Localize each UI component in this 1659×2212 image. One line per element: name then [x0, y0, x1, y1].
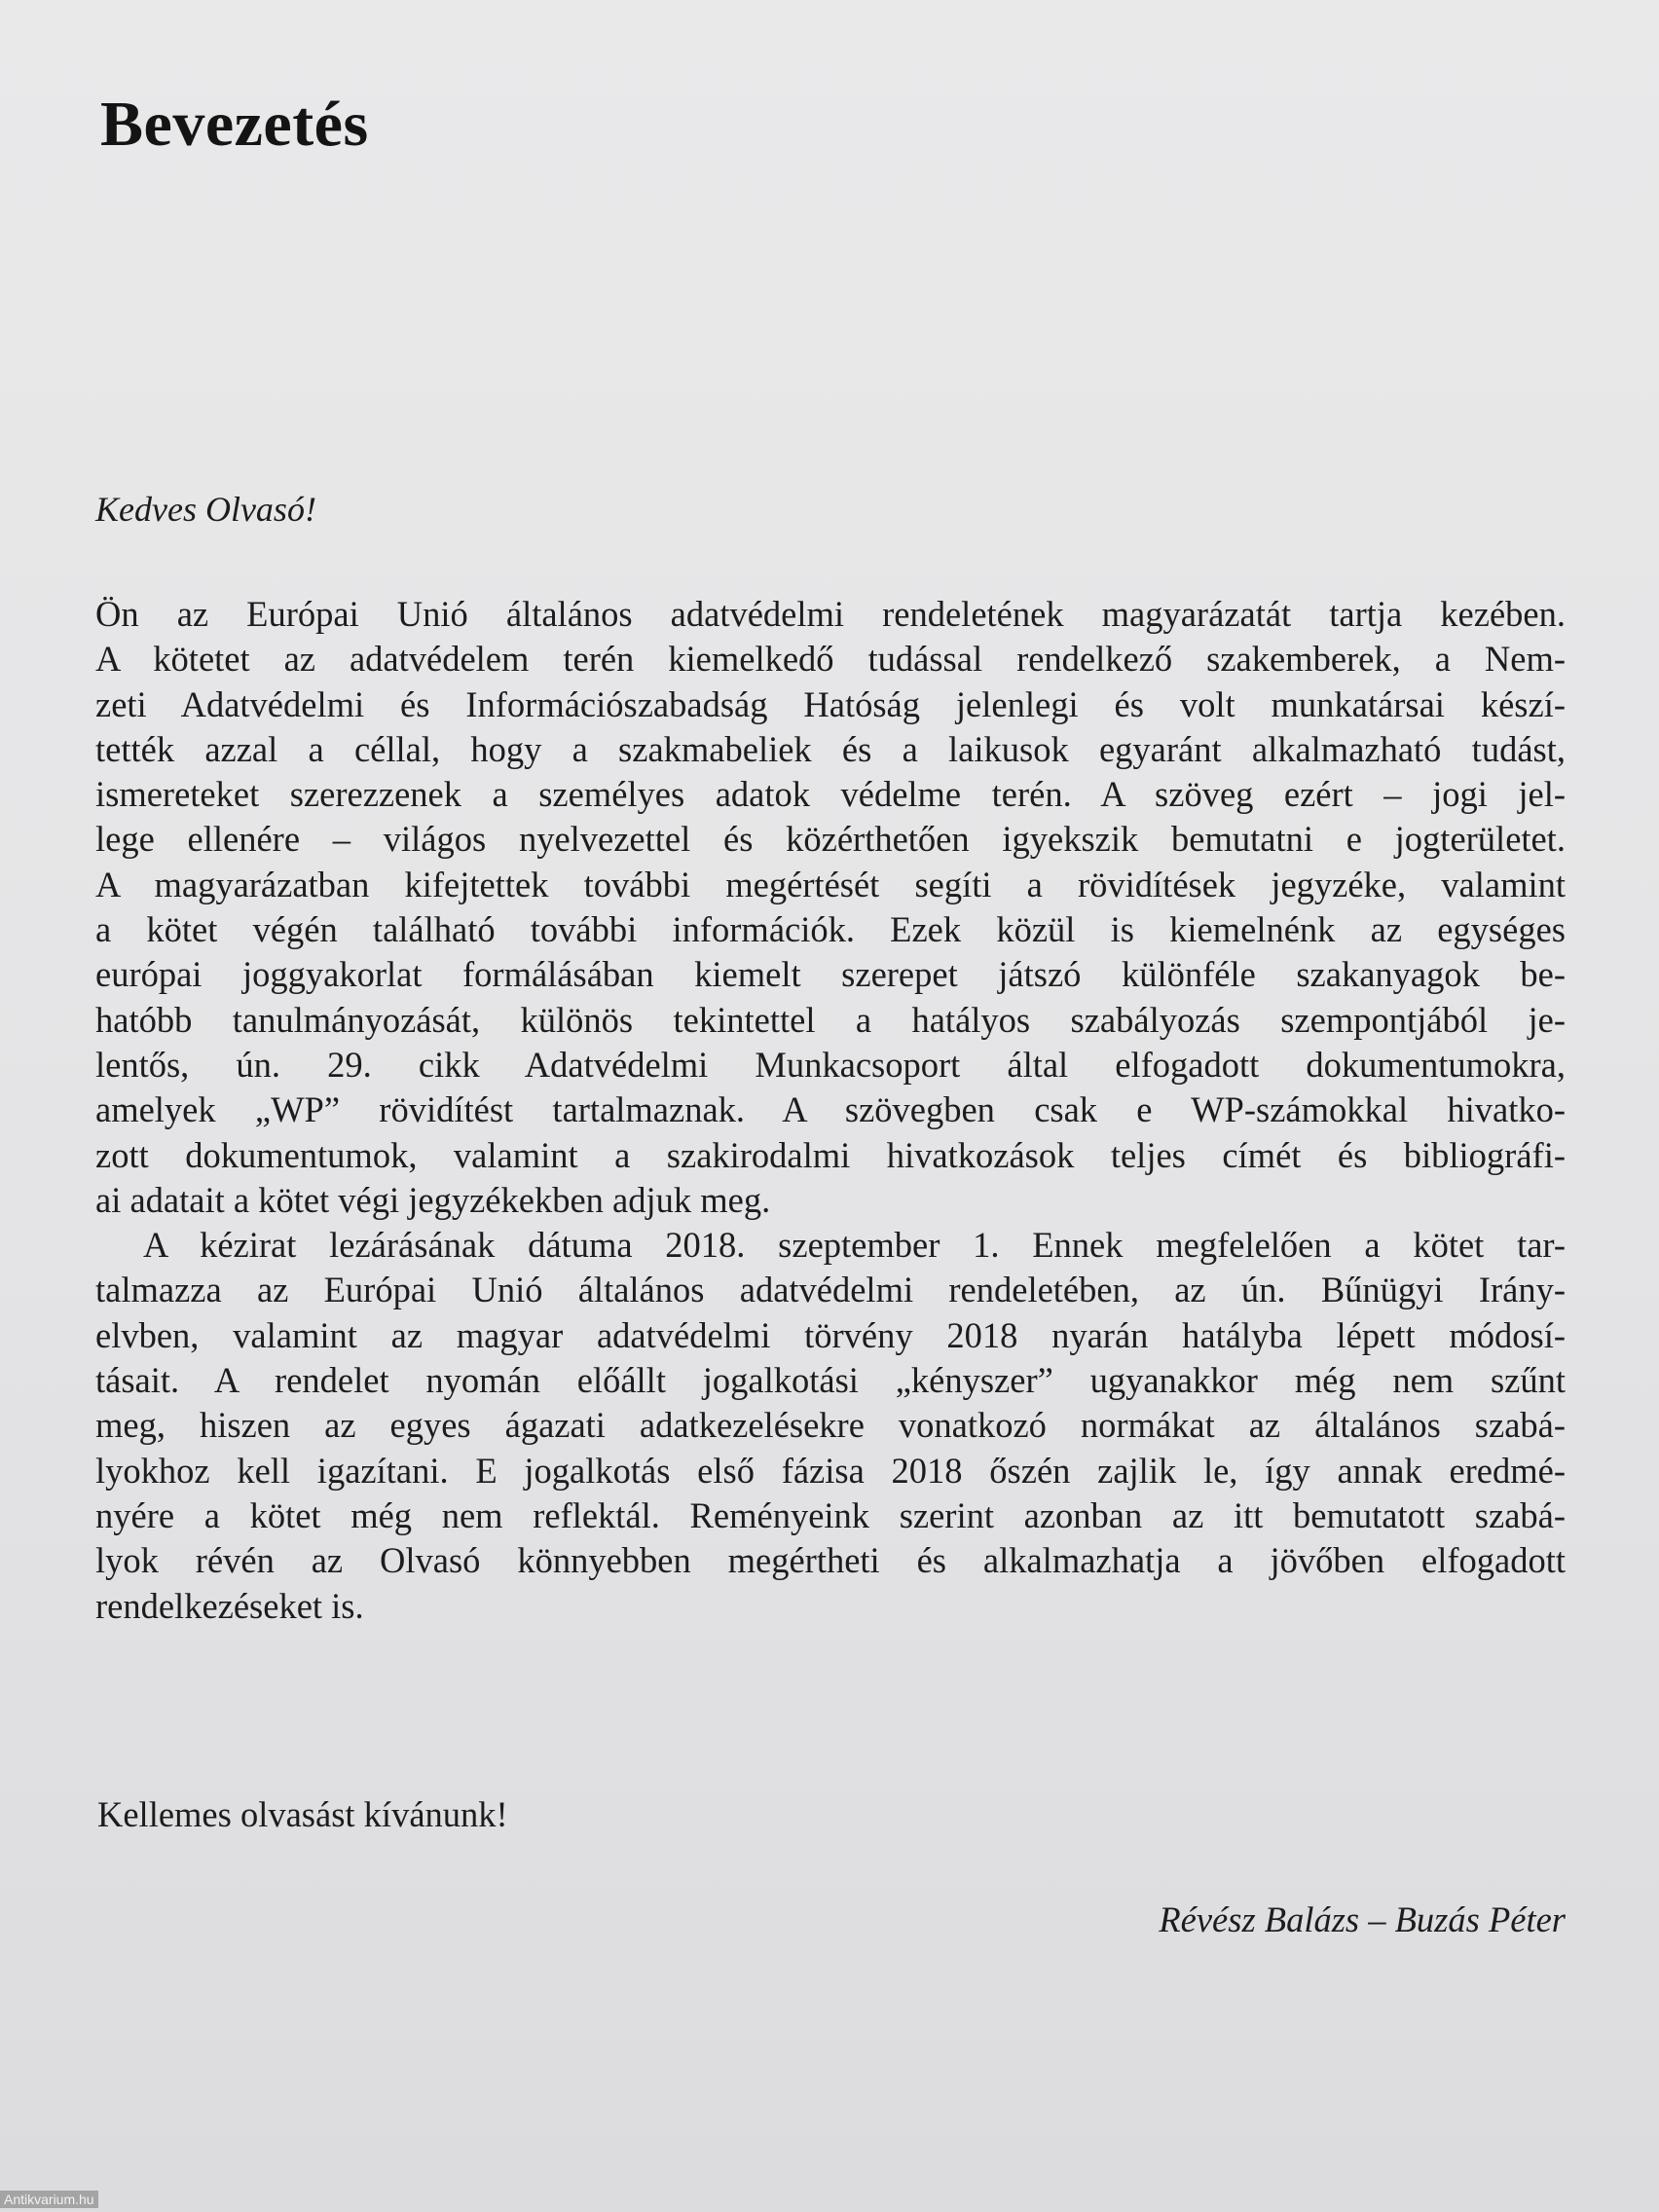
paragraph-1-line: A kötetet az adatvédelem terén kiemelkedő tudással rendelkező szakemberek, a Nem- — [95, 639, 1566, 680]
paragraph-2-line: A kézirat lezárásának dátuma 2018. szeptember 1. Ennek megfelelően a kötet tar- — [143, 1225, 1566, 1266]
paragraph-1-line: európai joggyakorlat formálásában kiemelt szerepet játszó különféle szakanyagok be- — [95, 954, 1566, 995]
salutation: Kedves Olvasó! — [95, 490, 316, 529]
paragraph-2-line: meg, hiszen az egyes ágazati adatkezelésekre vonatkozó normákat az általános szabá- — [95, 1405, 1566, 1446]
paragraph-2-line: nyére a kötet még nem reflektál. Reményeink szerint azonban az itt bemutatott szabá- — [95, 1494, 1566, 1535]
body-text — [95, 592, 1566, 1629]
source-watermark: Antikvarium.hu — [0, 2191, 98, 2208]
paragraph-1-line: Ön az Európai Unió általános adatvédelmi rendeletének magyarázatát tartja kezében. — [95, 594, 1566, 634]
paragraph-1-line: ai adatait a kötet végi jegyzékekben adjuk meg. — [95, 1179, 771, 1220]
paragraph-2-line: rendelkezéseket is. — [95, 1585, 364, 1626]
page-title: Bevezetés — [100, 89, 369, 160]
paragraph-2-line: lyok révén az Olvasó könnyebben megértheti és alkalmazhatja a jövőben elfogadott — [95, 1540, 1566, 1581]
paragraph-1-line: ismereteket szerezzenek a személyes adatok védelme terén. A szöveg ezért – jogi jel- — [95, 774, 1566, 815]
paragraph-1-line: hatóbb tanulmányozását, különös tekintettel a hatályos szabályozás szempontjából je- — [95, 999, 1566, 1040]
paragraph-2-line: talmazza az Európai Unió általános adatvédelmi rendeletében, az ún. Bűnügyi Irány- — [95, 1270, 1566, 1310]
paragraph-1-line: zott dokumentumok, valamint a szakirodalmi hivatkozások teljes címét és bibliográfi- — [95, 1134, 1566, 1175]
paragraph-1-line: lege ellenére – világos nyelvezettel és közérthetően igyekszik bemutatni e jogterületet. — [95, 819, 1566, 860]
paragraph-2-line: lyokhoz kell igazítani. E jogalkotás első fázisa 2018 őszén zajlik le, így annak eredmé- — [95, 1450, 1566, 1491]
paragraph-2-line: elvben, valamint az magyar adatvédelmi törvény 2018 nyarán hatályba lépett módosí- — [95, 1314, 1566, 1355]
paragraph-1-line: zeti Adatvédelmi és Információszabadság Hatóság jelenlegi és volt munkatársai készí- — [95, 683, 1566, 724]
paragraph-2 — [95, 1223, 1566, 1629]
paragraph-1-line: a kötet végén található további információk. Ezek közül is kiemelnénk az egységes — [95, 909, 1566, 950]
paragraph-1-line: A magyarázatban kifejtettek további megértését segíti a rövidítések jegyzéke, valamint — [95, 864, 1566, 904]
closing-line: Kellemes olvasást kívánunk! — [97, 1794, 508, 1834]
paragraph-2-line: tásait. A rendelet nyomán előállt jogalkotási „kényszer” ugyanakkor még nem szűnt — [95, 1360, 1566, 1401]
paragraph-1 — [95, 592, 1566, 1223]
paragraph-1-line: tették azzal a céllal, hogy a szakmabeliek és a laikusok egyaránt alkalmazható tudást, — [95, 728, 1566, 769]
author-signature: Révész Balázs – Buzás Péter — [1159, 1899, 1566, 1939]
paragraph-1-line: amelyek „WP” rövidítést tartalmaznak. A szövegben csak e WP-számokkal hivatko- — [95, 1089, 1566, 1130]
paragraph-1-line: lentős, ún. 29. cikk Adatvédelmi Munkacsoport által elfogadott dokumentumokra, — [95, 1044, 1566, 1085]
